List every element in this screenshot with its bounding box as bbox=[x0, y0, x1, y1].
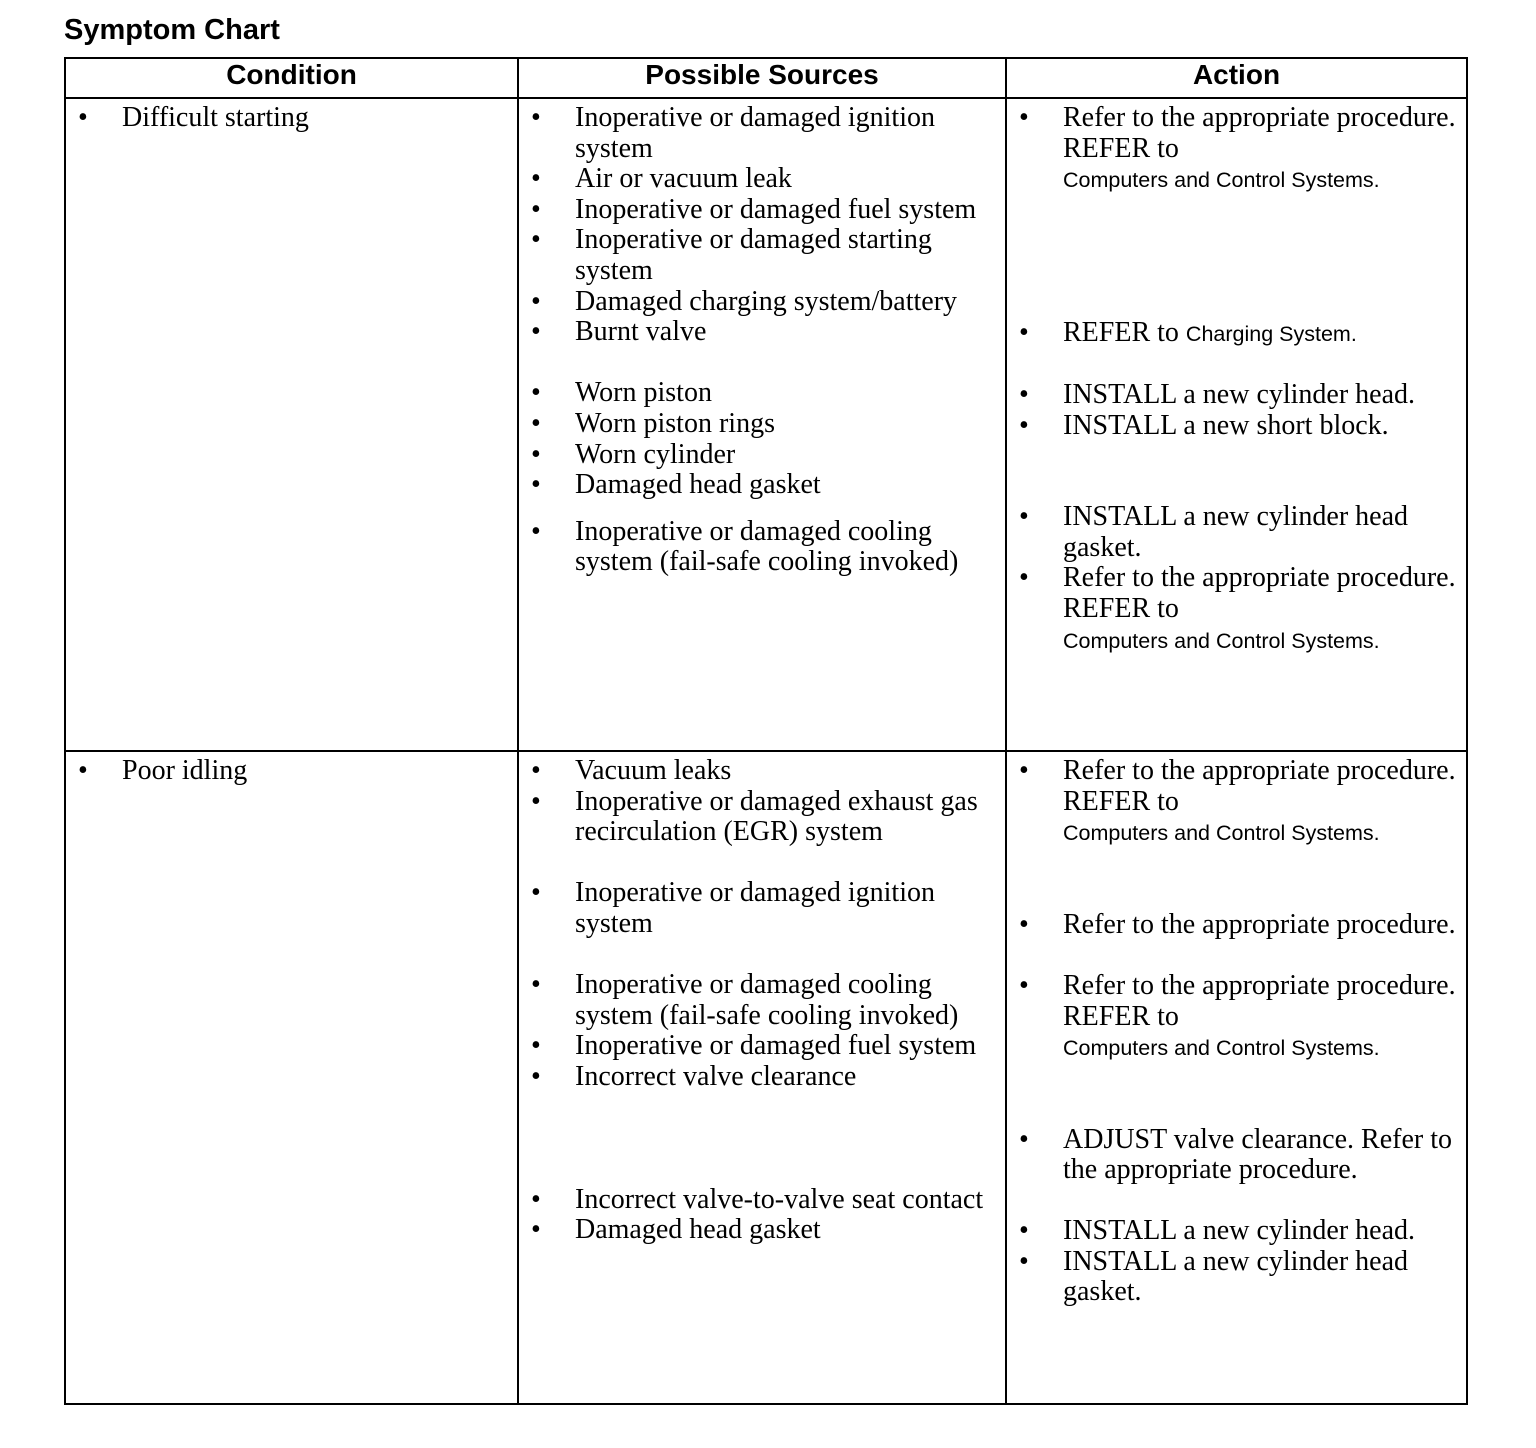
bullet-icon: • bbox=[1019, 1214, 1029, 1246]
list-item: • Difficult starting bbox=[66, 103, 511, 134]
list-item: • Incorrect valve-to-valve seat contact bbox=[519, 1185, 999, 1216]
header-row bbox=[65, 58, 1467, 98]
sources-cell bbox=[518, 98, 1006, 751]
list-item: • Inoperative or damaged fuel system bbox=[519, 195, 999, 226]
bullet-icon: • bbox=[531, 785, 541, 817]
bullet-icon: • bbox=[531, 377, 541, 409]
list-item: • Refer to the appropriate procedure. REFER to Computers and Control Systems. bbox=[1007, 103, 1460, 196]
bullet-icon: • bbox=[531, 193, 541, 225]
bullet-icon: • bbox=[531, 1214, 541, 1246]
bullet-icon: • bbox=[531, 515, 541, 547]
table-row bbox=[65, 751, 1467, 1404]
symptom-table bbox=[64, 57, 1468, 1405]
list-item: • Inoperative or damaged cooling system (fail-safe cooling invoked) bbox=[519, 970, 999, 1031]
action-cell bbox=[1006, 751, 1467, 1404]
list-item: • Refer to the appropriate procedure. REFER to Computers and Control Systems. bbox=[1007, 971, 1460, 1064]
list-item: • Inoperative or damaged exhaust gas recirculation (EGR) system bbox=[519, 787, 999, 848]
bullet-icon: • bbox=[531, 407, 541, 439]
list-item: • Worn piston rings bbox=[519, 409, 999, 440]
list-item: • Worn cylinder bbox=[519, 440, 999, 471]
list-item: • Damaged charging system/battery bbox=[519, 287, 999, 318]
bullet-icon: • bbox=[1019, 501, 1029, 533]
bullet-icon: • bbox=[1019, 378, 1029, 410]
bullet-icon: • bbox=[1019, 409, 1029, 441]
table-row bbox=[65, 98, 1467, 751]
bullet-icon: • bbox=[531, 285, 541, 317]
bullet-icon: • bbox=[531, 1183, 541, 1215]
list-item: • Incorrect valve clearance bbox=[519, 1062, 999, 1093]
chart-title: Symptom Chart bbox=[64, 14, 280, 46]
list-item: • ADJUST valve clearance. Refer to the appropriate procedure. bbox=[1007, 1125, 1460, 1186]
list-item: • Refer to the appropriate procedure. REFER to Computers and Control Systems. bbox=[1007, 563, 1460, 656]
bullet-icon: • bbox=[1019, 1123, 1029, 1155]
list-item: • INSTALL a new short block. bbox=[1007, 411, 1460, 442]
list-item: • INSTALL a new cylinder head. bbox=[1007, 1216, 1460, 1247]
header-action: Action bbox=[1006, 58, 1467, 98]
list-item: • Burnt valve bbox=[519, 317, 999, 348]
bullet-icon: • bbox=[1019, 1245, 1029, 1277]
bullet-icon: • bbox=[531, 163, 541, 195]
condition-cell bbox=[65, 98, 518, 751]
list-item: • Worn piston bbox=[519, 378, 999, 409]
bullet-icon: • bbox=[531, 755, 541, 786]
bullet-icon: • bbox=[531, 877, 541, 909]
bullet-icon: • bbox=[531, 224, 541, 256]
action-cell bbox=[1006, 98, 1467, 751]
list-item: • Poor idling bbox=[66, 756, 511, 787]
bullet-icon: • bbox=[1019, 908, 1029, 940]
bullet-icon: • bbox=[531, 438, 541, 470]
list-item: • Inoperative or damaged cooling system (fail-safe cooling invoked) bbox=[519, 517, 999, 578]
header-condition: Condition bbox=[65, 58, 518, 98]
list-item: • INSTALL a new cylinder head gasket. bbox=[1007, 502, 1460, 563]
bullet-icon: • bbox=[531, 316, 541, 348]
bullet-icon: • bbox=[531, 1060, 541, 1092]
list-item: • Damaged head gasket bbox=[519, 470, 999, 501]
list-item: • INSTALL a new cylinder head gasket. bbox=[1007, 1247, 1460, 1308]
list-item: • Refer to the appropriate procedure. REFER to Computers and Control Systems. bbox=[1007, 756, 1460, 849]
bullet-icon: • bbox=[531, 102, 541, 133]
list-item: • Inoperative or damaged fuel system bbox=[519, 1031, 999, 1062]
condition-cell bbox=[65, 751, 518, 1404]
bullet-icon: • bbox=[1019, 969, 1029, 1001]
bullet-icon: • bbox=[1019, 562, 1029, 594]
list-item: • Refer to the appropriate procedure. bbox=[1007, 910, 1460, 941]
bullet-icon: • bbox=[531, 1030, 541, 1062]
list-item: • INSTALL a new cylinder head. bbox=[1007, 380, 1460, 411]
list-item: • Air or vacuum leak bbox=[519, 164, 999, 195]
list-item: • Inoperative or damaged ignition system bbox=[519, 878, 999, 939]
bullet-icon: • bbox=[1019, 316, 1029, 348]
bullet-icon: • bbox=[78, 102, 88, 133]
list-item: • Inoperative or damaged starting system bbox=[519, 225, 999, 286]
bullet-icon: • bbox=[78, 755, 88, 786]
header-sources: Possible Sources bbox=[518, 58, 1006, 98]
sources-cell bbox=[518, 751, 1006, 1404]
list-item: • REFER to Charging System. bbox=[1007, 318, 1460, 350]
bullet-icon: • bbox=[1019, 755, 1029, 786]
bullet-icon: • bbox=[531, 969, 541, 1001]
list-item: • Inoperative or damaged ignition system bbox=[519, 103, 999, 164]
bullet-icon: • bbox=[531, 469, 541, 501]
bullet-icon: • bbox=[1019, 102, 1029, 133]
list-item: • Vacuum leaks bbox=[519, 756, 999, 787]
list-item: • Damaged head gasket bbox=[519, 1215, 999, 1246]
